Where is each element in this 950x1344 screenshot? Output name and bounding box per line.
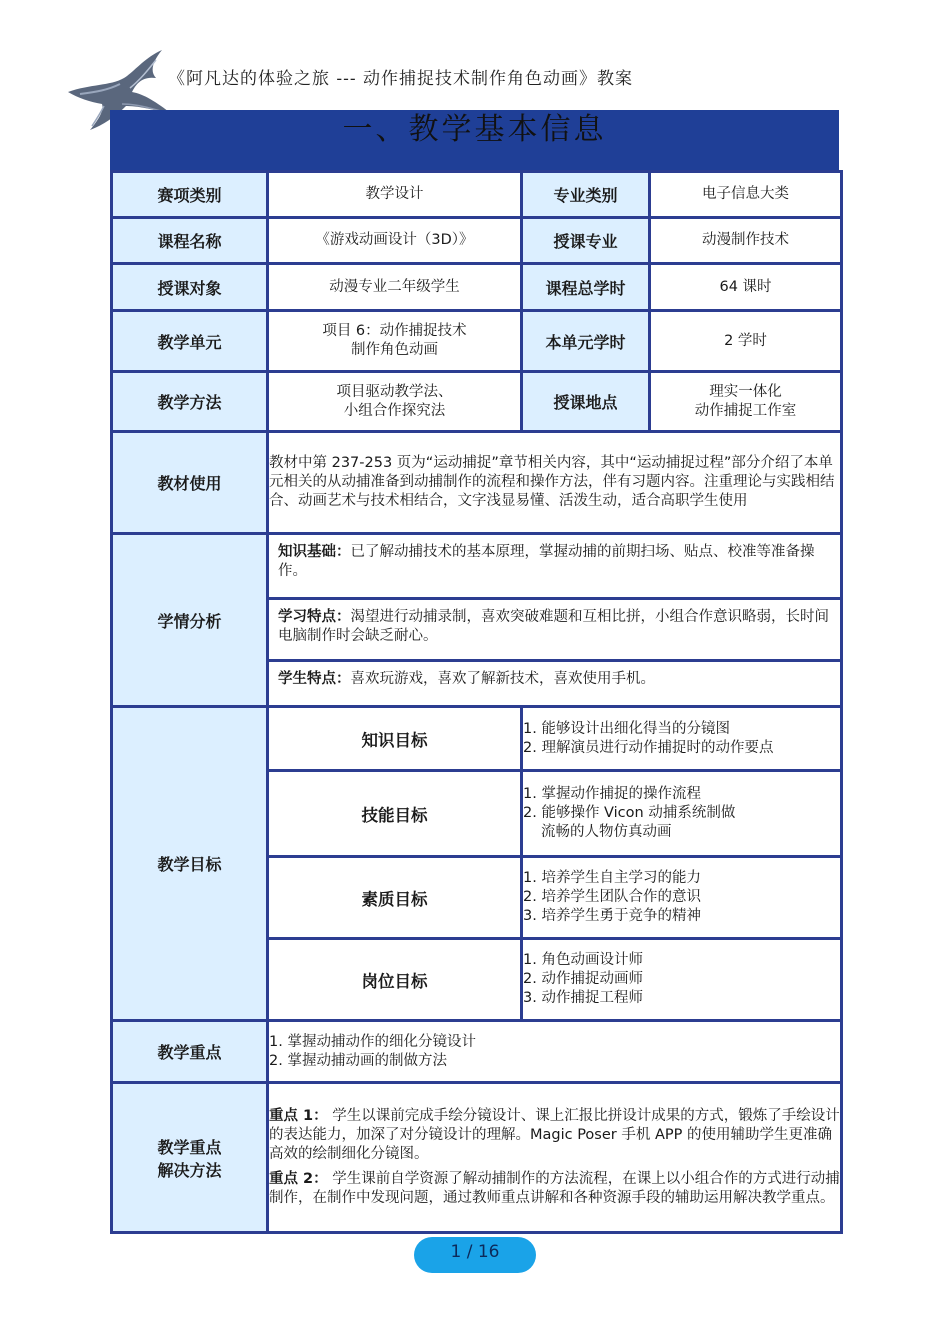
analysis-item — [269, 535, 840, 597]
table-row — [112, 432, 842, 534]
label-cell: 教学重点 — [112, 1021, 268, 1083]
value-line: 制作角色动画 — [351, 342, 438, 358]
value-line: 项目 6：动作捕捉技术 — [322, 323, 467, 339]
goal-line: 2. 理解演员进行动作捕捉时的动作要点 — [523, 739, 774, 756]
label-cell: 授课对象 — [112, 264, 268, 311]
value-cell: 64 课时 — [650, 264, 842, 311]
solution-title: 重点 1： — [269, 1108, 328, 1124]
label-cell: 教学单元 — [112, 311, 268, 372]
textbook-text: 教材中第 237-253 页为“运动捕捉”章节相关内容，其中“运动捕捉过程”部分介绍了本单元相关的从动捕准备到动捕制作的流程和操作方法，伴有习题内容。注重理论与实践相结合、动画艺术与技术相结合，文字浅显易懂、活泼生动，适合高职学生使用 — [268, 432, 842, 534]
value-line: 理实一体化 — [709, 383, 782, 400]
goal-line: 3. 动作捕捉工程师 — [523, 990, 643, 1006]
solution-text: 学生课前自学资源了解动捕制作的方法流程，在课上以小组合作的方式进行动捕制作，在制作中发现问题，通过教师重点讲解和各种资源手段的辅助运用解决教学重点。 — [269, 1171, 840, 1206]
keypoint-line: 1. 掌握动捕动作的细化分镜设计 — [269, 1033, 476, 1050]
label-cell: 授课地点 — [522, 372, 650, 432]
label-cell: 赛项类别 — [112, 172, 268, 218]
label-cell — [112, 1083, 268, 1233]
value-cell — [268, 311, 522, 372]
analysis-item-text: 已了解动捕技术的基本原理，掌握动捕的前期扫场、贴点、校准等准备操作。 — [278, 544, 815, 579]
page-indicator: 1 / 16 — [414, 1237, 536, 1273]
goal-list — [522, 939, 842, 1021]
solution-title: 重点 2： — [269, 1171, 328, 1187]
label-cell: 课程名称 — [112, 218, 268, 264]
label-cell: 课程总学时 — [522, 264, 650, 311]
analysis-item-text: 渴望进行动捕录制，喜欢突破难题和互相比拼，小组合作意识略弱，长时间电脑制作时会缺乏耐心。 — [278, 609, 829, 644]
goal-name: 岗位目标 — [268, 939, 522, 1021]
analysis-item-title: 学生特点： — [278, 671, 351, 687]
table-row — [112, 172, 842, 218]
value-cell — [650, 372, 842, 432]
section-banner — [110, 110, 839, 170]
analysis-item — [269, 659, 840, 705]
keypoint-line: 2. 掌握动捕动画的制做方法 — [269, 1052, 447, 1069]
table-row — [112, 534, 842, 707]
label-line: 教学重点 — [157, 1137, 222, 1157]
value-line: 项目驱动教学法、 — [336, 383, 453, 400]
keypoints-list — [268, 1021, 842, 1083]
goal-line: 1. 培养学生自主学习的能力 — [523, 870, 701, 886]
table-row — [112, 372, 842, 432]
goal-name: 素质目标 — [268, 857, 522, 939]
goal-line: 流畅的人物仿真动画 — [541, 824, 672, 840]
label-cell: 学情分析 — [112, 534, 268, 707]
label-cell: 专业类别 — [522, 172, 650, 218]
solutions-cell — [268, 1083, 842, 1233]
table-row — [112, 311, 842, 372]
goal-line: 1. 能够设计出细化得当的分镜图 — [523, 720, 730, 737]
value-cell: 教学设计 — [268, 172, 522, 218]
table-row — [112, 707, 842, 771]
document-title: 《阿凡达的体验之旅 --- 动作捕捉技术制作角色动画》教案 — [168, 69, 634, 89]
goal-line: 1. 角色动画设计师 — [523, 952, 643, 968]
section-title: 一、教学基本信息 — [342, 112, 607, 147]
value-cell: 动漫制作技术 — [650, 218, 842, 264]
analysis-item-title: 学习特点： — [278, 609, 351, 625]
goal-name: 知识目标 — [268, 707, 522, 771]
analysis-item-text: 喜欢玩游戏，喜欢了解新技术，喜欢使用手机。 — [350, 671, 655, 687]
value-cell: 《游戏动画设计（3D）》 — [268, 218, 522, 264]
analysis-item-title: 知识基础： — [278, 544, 351, 560]
goal-line: 2. 动作捕捉动画师 — [523, 971, 643, 987]
label-line: 解决方法 — [157, 1160, 222, 1180]
table-row — [112, 1083, 842, 1233]
goal-list — [522, 857, 842, 939]
label-cell: 教学方法 — [112, 372, 268, 432]
value-line: 小组合作探究法 — [343, 402, 446, 419]
goal-line: 2. 能够操作 Vicon 动捕系统制做 — [523, 805, 736, 821]
table-row — [112, 218, 842, 264]
value-cell — [268, 372, 522, 432]
page-header — [0, 0, 950, 110]
label-cell: 授课专业 — [522, 218, 650, 264]
analysis-item — [269, 597, 840, 659]
solution-item — [269, 1170, 840, 1208]
value-cell: 电子信息大类 — [650, 172, 842, 218]
label-cell: 教材使用 — [112, 432, 268, 534]
solution-item — [269, 1107, 840, 1164]
goal-list — [522, 707, 842, 771]
goal-line: 2. 培养学生团队合作的意识 — [523, 889, 701, 905]
value-cell: 动漫专业二年级学生 — [268, 264, 522, 311]
value-line: 动作捕捉工作室 — [694, 402, 797, 419]
label-cell: 本单元学时 — [522, 311, 650, 372]
table-row — [112, 264, 842, 311]
info-table — [110, 170, 843, 1234]
solution-text: 学生以课前完成手绘分镜设计、课上汇报比拼设计成果的方式，锻炼了手绘设计的表达能力，加深了对分镜设计的理解。Magic Poser 手机 APP 的使用辅助学生更准确高效的绘制细化分镜图。 — [269, 1108, 840, 1162]
value-cell: 2 学时 — [650, 311, 842, 372]
table-row — [112, 1021, 842, 1083]
goal-list — [522, 771, 842, 857]
goal-line: 3. 培养学生勇于竞争的精神 — [523, 908, 701, 924]
goal-line: 1. 掌握动作捕捉的操作流程 — [523, 786, 701, 802]
label-cell: 教学目标 — [112, 707, 268, 1021]
analysis-cell — [268, 534, 842, 707]
goal-name: 技能目标 — [268, 771, 522, 857]
